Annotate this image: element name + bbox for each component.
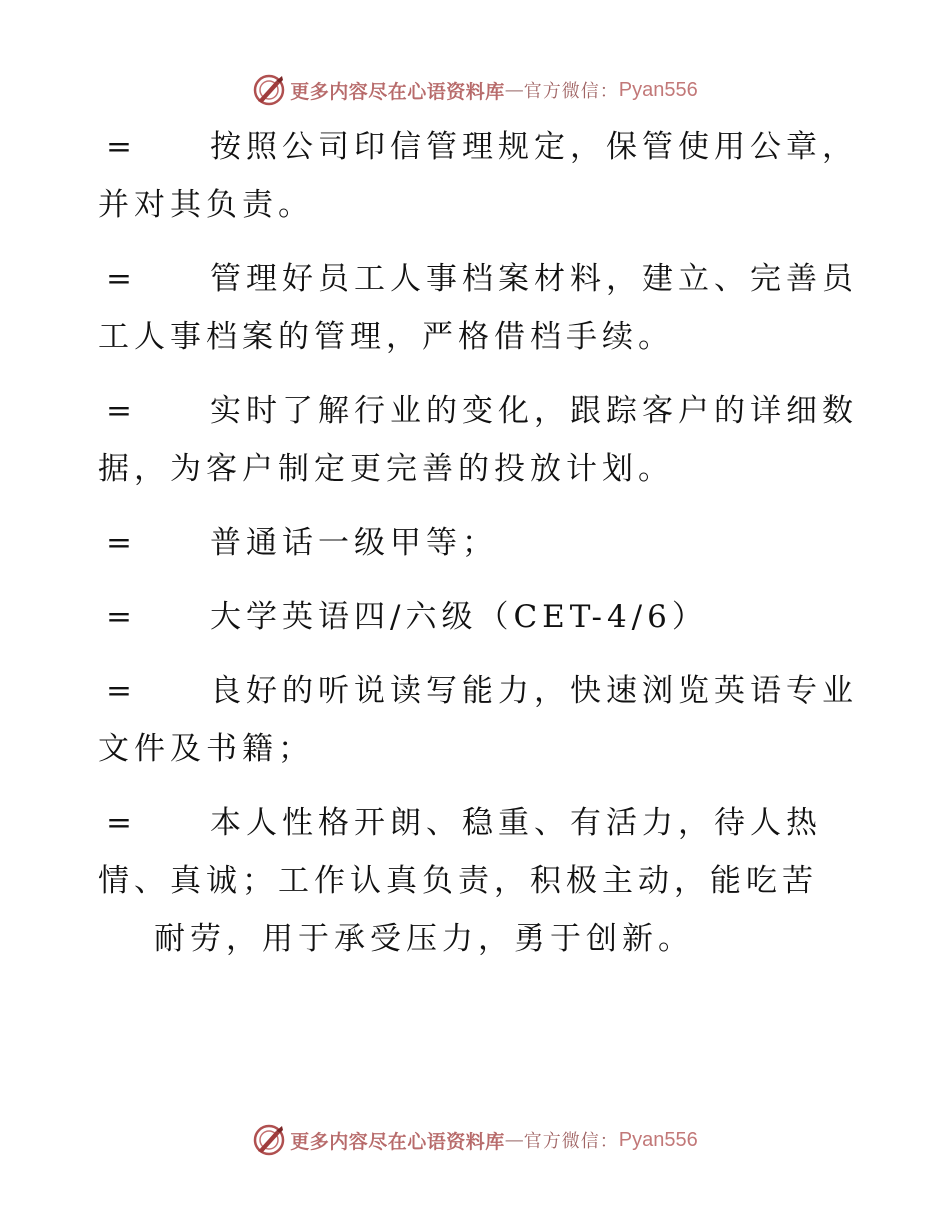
list-item bbox=[98, 514, 838, 572]
item-line bbox=[98, 250, 858, 308]
item-line bbox=[98, 588, 838, 646]
item-text: 大学英语四/六级（CET-4/6） bbox=[210, 599, 708, 635]
item-text: 普通话一级甲等； bbox=[210, 525, 498, 561]
watermark-wechat-label: 官方微信： bbox=[523, 81, 619, 102]
item-line bbox=[98, 662, 858, 720]
item-line bbox=[98, 794, 838, 852]
bullet: = bbox=[106, 599, 137, 635]
watermark-wechat-id: Pyan556 bbox=[618, 78, 698, 101]
item-line bbox=[98, 514, 838, 572]
list-item bbox=[98, 382, 858, 498]
item-text: 良好的听说读写能力，快速浏览英语专业 bbox=[210, 673, 858, 709]
bullet: = bbox=[106, 805, 137, 841]
item-text: 并对其负责。 bbox=[98, 187, 314, 223]
pen-logo-icon bbox=[252, 73, 286, 107]
pen-logo-icon bbox=[252, 1123, 286, 1157]
item-text: 管理好员工人事档案材料，建立、完善员 bbox=[210, 261, 858, 297]
bullet: = bbox=[106, 525, 137, 561]
bullet: = bbox=[106, 129, 137, 165]
list-item bbox=[98, 588, 838, 646]
list-item bbox=[98, 118, 858, 234]
watermark-wechat-id: Pyan556 bbox=[618, 1128, 698, 1151]
bullet: = bbox=[106, 261, 137, 297]
item-text: 工人事档案的管理，严格借档手续。 bbox=[98, 319, 674, 355]
bullet: = bbox=[106, 393, 137, 429]
item-text: 按照公司印信管理规定，保管使用公章， bbox=[210, 129, 858, 165]
watermark-site-text: 更多内容尽在心语资料库 bbox=[290, 80, 505, 103]
watermark-dash: — bbox=[504, 1129, 524, 1151]
watermark-site-text: 更多内容尽在心语资料库 bbox=[290, 1130, 505, 1153]
bullet: = bbox=[106, 673, 137, 709]
item-text: 本人性格开朗、稳重、有活力，待人热 bbox=[210, 805, 822, 841]
footer-watermark bbox=[0, 1120, 950, 1160]
item-text: 据，为客户制定更完善的投放计划。 bbox=[98, 451, 674, 487]
item-text: 耐劳，用于承受压力，勇于创新。 bbox=[154, 921, 694, 957]
item-line bbox=[98, 118, 858, 176]
list-item bbox=[98, 794, 838, 968]
header-watermark bbox=[0, 70, 950, 110]
item-text: 情、真诚；工作认真负责，积极主动，能吃苦 bbox=[98, 863, 818, 899]
list-item bbox=[98, 662, 858, 778]
item-text: 实时了解行业的变化，跟踪客户的详细数 bbox=[210, 393, 858, 429]
watermark-dash: — bbox=[504, 79, 524, 101]
list-item bbox=[98, 250, 858, 366]
item-line bbox=[98, 382, 858, 440]
watermark-wechat-label: 官方微信： bbox=[523, 1131, 619, 1152]
item-text: 文件及书籍； bbox=[98, 731, 314, 767]
